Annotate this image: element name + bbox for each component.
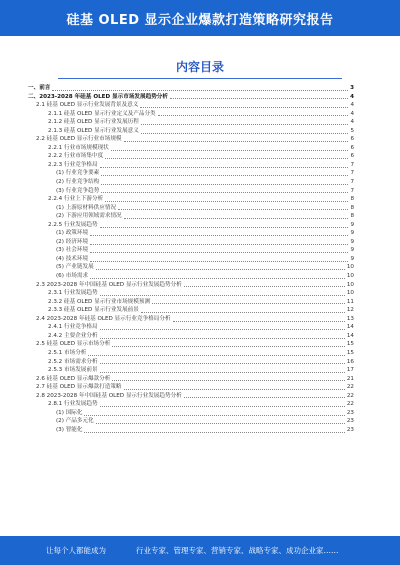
toc-entry[interactable] bbox=[28, 238, 354, 247]
toc-leader-dots bbox=[84, 432, 344, 433]
toc-page-number: 8 bbox=[350, 213, 354, 220]
toc-leader-dots bbox=[184, 397, 345, 398]
toc-entry[interactable] bbox=[28, 246, 354, 255]
toc-entry[interactable] bbox=[28, 93, 354, 102]
toc-leader-dots bbox=[100, 406, 345, 407]
toc-page-number: 10 bbox=[346, 264, 354, 271]
toc-entry[interactable] bbox=[28, 263, 354, 272]
toc-entry[interactable] bbox=[28, 315, 354, 324]
toc-page-number: 23 bbox=[346, 426, 354, 433]
toc-entry-text: 2.1.1 硅基 OLED 显示行业定义及产品分类 bbox=[48, 110, 156, 117]
toc-entry-text: (5) 产业链发展 bbox=[56, 264, 94, 271]
toc-page-number: 14 bbox=[346, 324, 354, 331]
toc-entry[interactable] bbox=[28, 426, 354, 435]
toc-entry-text: 2.3.2 硅基 OLED 显示行业市场规模预测 bbox=[48, 298, 151, 305]
toc-entry[interactable] bbox=[28, 255, 354, 264]
toc-page-number: 9 bbox=[350, 221, 354, 228]
toc-page-number: 7 bbox=[350, 170, 354, 177]
toc-page-number: 7 bbox=[350, 161, 354, 168]
toc-page-number: 22 bbox=[346, 384, 354, 391]
toc-entry[interactable] bbox=[28, 212, 354, 221]
toc-entry[interactable] bbox=[28, 349, 354, 358]
toc-leader-dots bbox=[90, 244, 348, 245]
toc-entry[interactable] bbox=[28, 101, 354, 110]
toc-page-number: 4 bbox=[350, 110, 354, 117]
toc-entry-text: 一、前言 bbox=[28, 85, 51, 91]
toc-leader-dots bbox=[100, 363, 345, 364]
toc-entry[interactable] bbox=[28, 144, 354, 153]
toc-entry-text: 2.2.3 行业竞争格局 bbox=[48, 161, 98, 168]
toc-page-number: 9 bbox=[350, 238, 354, 245]
toc-leader-dots bbox=[158, 115, 349, 116]
toc-entry-text: 2.2.5 行业发展趋势 bbox=[48, 221, 98, 228]
footer-slogan-right: 行业专家、管理专家、营销专家、战略专家、成功企业家…… bbox=[136, 546, 339, 555]
toc-entry[interactable] bbox=[28, 409, 354, 418]
toc-leader-dots bbox=[105, 158, 348, 159]
toc-entry-text: (4) 技术环境 bbox=[56, 255, 89, 262]
toc-entry[interactable] bbox=[28, 169, 354, 178]
toc-leader-dots bbox=[101, 175, 348, 176]
toc-entry-text: 2.1 硅基 OLED 显示行业发展背景及意义 bbox=[36, 102, 139, 109]
toc-entry-text: 2.2 硅基 OLED 显示行业市场规模 bbox=[36, 136, 122, 143]
toc-entry-text: 2.5.3 市场发展前景 bbox=[48, 367, 98, 374]
toc-page-number: 9 bbox=[350, 247, 354, 254]
toc-entry[interactable] bbox=[28, 323, 354, 332]
toc-page-number: 23 bbox=[346, 409, 354, 416]
report-title: 硅基 OLED 显示企业爆款打造策略研究报告 bbox=[66, 12, 334, 28]
toc-page-number: 3 bbox=[350, 85, 354, 91]
toc-entry-text: 2.1.3 硅基 OLED 显示行业发展意义 bbox=[48, 127, 139, 134]
toc-leader-dots bbox=[100, 227, 349, 228]
toc-entry-text: (6) 市场需求 bbox=[56, 273, 89, 280]
toc-entry-text: 2.1.2 硅基 OLED 显示行业发展历程 bbox=[48, 119, 139, 126]
toc-page-number: 4 bbox=[350, 93, 354, 100]
toc-page-number: 7 bbox=[350, 187, 354, 194]
toc-leader-dots bbox=[111, 150, 349, 151]
toc-entry-text: 2.5.2 市场需求分析 bbox=[48, 358, 98, 365]
toc-entry-text: 2.2.4 行业上下游分析 bbox=[48, 196, 104, 203]
toc-leader-dots bbox=[90, 235, 348, 236]
toc-page-number: 16 bbox=[346, 358, 354, 365]
toc-entry-text: 2.8.1 行业发展趋势 bbox=[48, 401, 98, 408]
toc-page-number: 22 bbox=[346, 392, 354, 399]
toc-leader-dots bbox=[140, 107, 348, 108]
toc-entry[interactable] bbox=[28, 127, 354, 136]
toc-page-number: 5 bbox=[350, 127, 354, 134]
toc-page-number: 15 bbox=[346, 341, 354, 348]
toc-page-number: 8 bbox=[350, 196, 354, 203]
toc-leader-dots bbox=[112, 380, 345, 381]
toc-leader-dots bbox=[173, 321, 345, 322]
toc-leader-dots bbox=[100, 295, 345, 296]
toc-entry[interactable] bbox=[28, 135, 354, 144]
toc-entry[interactable] bbox=[28, 152, 354, 161]
toc-entry[interactable] bbox=[28, 84, 354, 93]
toc-page-number: 15 bbox=[346, 349, 354, 356]
toc-page-number: 7 bbox=[350, 179, 354, 186]
toc-leader-dots bbox=[124, 389, 345, 390]
toc-entry[interactable] bbox=[28, 298, 354, 307]
toc-page-number: 4 bbox=[350, 102, 354, 109]
toc-entry[interactable] bbox=[28, 383, 354, 392]
toc-entry[interactable] bbox=[28, 161, 354, 170]
toc-entry[interactable] bbox=[28, 118, 354, 127]
toc-leader-dots bbox=[96, 269, 345, 270]
toc-entry[interactable] bbox=[28, 229, 354, 238]
toc-leader-dots bbox=[141, 133, 349, 134]
toc-entry[interactable] bbox=[28, 272, 354, 281]
toc-page-number: 10 bbox=[346, 290, 354, 297]
toc-leader-dots bbox=[124, 141, 349, 142]
toc-entry-text: (3) 行业竞争趋势 bbox=[56, 187, 100, 194]
toc-entry-text: 2.4 2023-2028 年硅基 OLED 显示行业竞争格局分析 bbox=[36, 315, 171, 322]
toc-entry-text: 2.2.2 行业市场集中度 bbox=[48, 153, 104, 160]
toc-entry-text: 2.3.1 行业发展趋势 bbox=[48, 290, 98, 297]
toc-entry[interactable] bbox=[28, 400, 354, 409]
toc-leader-dots bbox=[100, 372, 345, 373]
toc-entry[interactable] bbox=[28, 281, 354, 290]
toc-leader-dots bbox=[141, 312, 345, 313]
title-divider bbox=[58, 78, 342, 79]
toc-entry-text: 2.5 硅基 OLED 显示市场分析 bbox=[36, 341, 111, 348]
toc-entry[interactable] bbox=[28, 332, 354, 341]
toc-page-number: 17 bbox=[346, 367, 354, 374]
toc-entry-text: 2.4.1 行业竞争格局 bbox=[48, 324, 98, 331]
toc-entry-text: (1) 国际化 bbox=[56, 409, 83, 416]
toc-entry-text: 2.8 2023-2028 年中国硅基 OLED 显示行业发展趋势分析 bbox=[36, 392, 182, 399]
toc-page-number: 8 bbox=[350, 204, 354, 211]
toc-leader-dots bbox=[100, 167, 349, 168]
footer-slogan-left: 让每个人都能成为 bbox=[46, 546, 106, 555]
toc-entry-text: 2.6 硅基 OLED 显示爆款分析 bbox=[36, 375, 111, 382]
toc-page-number: 22 bbox=[346, 401, 354, 408]
toc-entry-text: (2) 产品多元化 bbox=[56, 418, 94, 425]
toc-page-number: 6 bbox=[350, 136, 354, 143]
toc-leader-dots bbox=[152, 303, 345, 304]
toc-entry[interactable] bbox=[28, 375, 354, 384]
toc-leader-dots bbox=[52, 90, 348, 91]
report-header-bar bbox=[0, 0, 400, 36]
toc-page-number: 9 bbox=[350, 255, 354, 262]
toc-leader-dots bbox=[100, 338, 345, 339]
toc-heading: 内容目录 bbox=[175, 60, 224, 74]
toc-entry-text: (3) 社会环境 bbox=[56, 247, 89, 254]
toc-leader-dots bbox=[118, 209, 348, 210]
toc-entry-text: 二、2023-2028 年硅基 OLED 显示市场发展趋势分析 bbox=[28, 93, 168, 100]
toc-entry-text: 2.5.1 市场分析 bbox=[48, 349, 87, 356]
toc-page-number: 6 bbox=[350, 153, 354, 160]
toc-leader-dots bbox=[84, 415, 344, 416]
toc-entry[interactable] bbox=[28, 195, 354, 204]
toc-entry-text: (1) 政策环境 bbox=[56, 230, 89, 237]
toc-entry[interactable] bbox=[28, 358, 354, 367]
toc-page-number: 10 bbox=[346, 281, 354, 288]
toc-entry[interactable] bbox=[28, 110, 354, 119]
toc-page-number: 11 bbox=[346, 298, 354, 305]
toc-entry-text: (1) 行业竞争要素 bbox=[56, 170, 100, 177]
toc-entry[interactable] bbox=[28, 392, 354, 401]
toc-entry[interactable] bbox=[28, 340, 354, 349]
table-of-contents bbox=[28, 84, 354, 434]
toc-page-number: 13 bbox=[346, 315, 354, 322]
toc-entry-text: 2.3 2023-2028 年中国硅基 OLED 显示行业发展趋势分析 bbox=[36, 281, 182, 288]
toc-entry[interactable] bbox=[28, 417, 354, 426]
toc-leader-dots bbox=[96, 423, 345, 424]
toc-entry[interactable] bbox=[28, 204, 354, 213]
toc-page-number: 21 bbox=[346, 375, 354, 382]
toc-entry[interactable] bbox=[28, 306, 354, 315]
toc-entry-text: (2) 行业竞争结构 bbox=[56, 179, 100, 186]
toc-page-number: 14 bbox=[346, 332, 354, 339]
toc-entry[interactable] bbox=[28, 289, 354, 298]
toc-leader-dots bbox=[105, 201, 348, 202]
toc-entry-text: 2.2.1 行业市场规模现状 bbox=[48, 144, 109, 151]
toc-entry-text: (2) 下游应用领域需求情况 bbox=[56, 213, 122, 220]
toc-leader-dots bbox=[184, 286, 345, 287]
toc-entry-text: 2.7 硅基 OLED 显示爆款打造策略 bbox=[36, 384, 122, 391]
toc-entry-text: 2.3.3 硅基 OLED 显示行业发展前景 bbox=[48, 307, 139, 314]
toc-entry-text: (3) 智能化 bbox=[56, 426, 83, 433]
toc-entry-text: 2.4.2 主要企业分析 bbox=[48, 332, 98, 339]
toc-leader-dots bbox=[112, 346, 345, 347]
toc-leader-dots bbox=[90, 252, 348, 253]
toc-entry[interactable] bbox=[28, 187, 354, 196]
toc-entry[interactable] bbox=[28, 221, 354, 230]
toc-page-number: 12 bbox=[346, 307, 354, 314]
toc-entry-text: (2) 经济环境 bbox=[56, 238, 89, 245]
toc-page-number: 4 bbox=[350, 119, 354, 126]
toc-leader-dots bbox=[101, 192, 348, 193]
toc-page-number: 10 bbox=[346, 273, 354, 280]
toc-page-number: 6 bbox=[350, 144, 354, 151]
toc-leader-dots bbox=[100, 329, 345, 330]
toc-entry[interactable] bbox=[28, 178, 354, 187]
toc-leader-dots bbox=[90, 278, 345, 279]
toc-leader-dots bbox=[88, 355, 344, 356]
toc-leader-dots bbox=[170, 98, 348, 99]
toc-leader-dots bbox=[141, 124, 349, 125]
toc-entry-text: (1) 上游原材料供应情况 bbox=[56, 204, 117, 211]
toc-leader-dots bbox=[90, 261, 348, 262]
toc-page-number: 23 bbox=[346, 418, 354, 425]
toc-leader-dots bbox=[124, 218, 349, 219]
footer-bar bbox=[0, 536, 400, 565]
toc-page-number: 9 bbox=[350, 230, 354, 237]
toc-entry[interactable] bbox=[28, 366, 354, 375]
toc-leader-dots bbox=[101, 184, 348, 185]
